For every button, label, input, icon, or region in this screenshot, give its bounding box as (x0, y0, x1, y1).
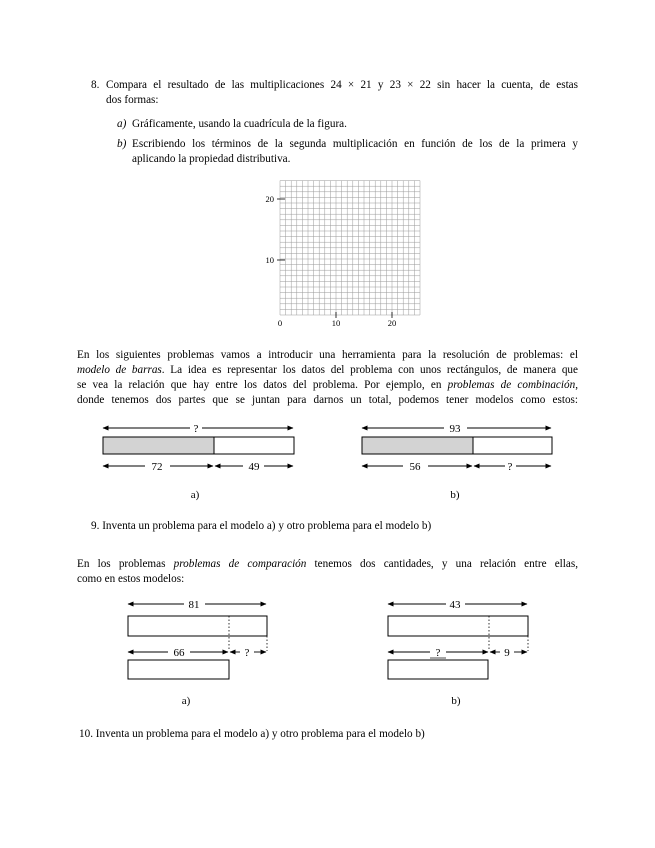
x-tick-label-20: 20 (387, 318, 397, 328)
bars-intro-line-4: donde tenemos dos partes que se juntan para darnos un total, podemos tener modelos como estos: (77, 394, 578, 406)
bars-intro-line-3-a: se vea la relación que hay entre los datos del problema. Por ejemplo, en (77, 379, 448, 391)
bars-intro-line-1: En los siguientes problemas vamos a introducir una herramienta para la resolución de problemas: el (77, 349, 578, 361)
problem-9: 9. Inventa un problema para el modelo a) y otro problema para el modelo b) (91, 520, 432, 532)
caption-b: b) (450, 489, 460, 501)
grid-lines (280, 181, 420, 315)
comparison-intro-line-1-b: tenemos dos cantidades, y una relación entre ellas, (306, 558, 579, 570)
bar-part-2 (473, 437, 552, 454)
problem-8-line-1: Compara el resultado de las multiplicaciones 24 × 21 y 23 × 22 sin hacer la cuenta, de estas (106, 79, 578, 91)
bars-intro-term-combinacion: problemas de combinación (447, 379, 576, 391)
comparison-intro-line-1-a: En los problemas (77, 558, 174, 570)
y-tick-label-10: 10 (265, 255, 274, 265)
bars-intro-line-3-b: , (575, 379, 578, 391)
bar-part-2 (214, 437, 294, 454)
bar-larger (128, 616, 267, 636)
caption-a: a) (190, 489, 200, 501)
total-label: 93 (449, 423, 461, 435)
comparison-model-b (388, 599, 528, 707)
problem-8-number: 8. (91, 79, 100, 91)
problem-10: 10. Inventa un problema para el modelo a) y otro problema para el modelo b) (79, 728, 425, 740)
problem-8-b-label: b) (117, 138, 127, 150)
part-1-label: 56 (409, 461, 421, 473)
problem-8-b-line-2: aplicando la propiedad distributiva. (132, 153, 291, 165)
bottom-label: 66 (173, 647, 185, 659)
combination-model-b (362, 423, 552, 501)
problem-8-b-line-1: Escribiendo los términos de la segunda multiplicación en función de los de la primera y (132, 138, 578, 150)
comparison-model-a (128, 599, 267, 707)
combination-model-a (103, 423, 294, 501)
top-label: 43 (449, 599, 461, 611)
bottom-label: ? (435, 647, 441, 659)
diff-label: 9 (504, 647, 510, 659)
bar-larger (388, 616, 528, 636)
x-tick-label-0: 0 (277, 318, 283, 328)
bar-smaller (128, 660, 229, 679)
top-label: 81 (188, 599, 200, 611)
bar-part-1 (103, 437, 214, 454)
comparison-intro-line-2: como en estos modelos: (77, 573, 185, 585)
problem-8-line-2: dos formas: (106, 94, 159, 106)
bars-intro-line-2-rest: . La idea es representar los datos del problema con unos rectángulos, de manera que (161, 364, 578, 376)
part-2-label: 49 (248, 461, 260, 473)
x-tick-label-10: 10 (331, 318, 341, 328)
total-label: ? (193, 423, 199, 435)
part-1-label: 72 (151, 461, 163, 473)
comparison-intro-term: problemas de comparación (173, 558, 307, 570)
caption-a: a) (181, 695, 191, 707)
grid-figure (266, 181, 421, 328)
bar-part-1 (362, 437, 473, 454)
part-2-label: ? (507, 461, 513, 473)
diff-label: ? (244, 647, 250, 659)
y-tick-label-20: 20 (265, 194, 274, 204)
bars-intro-term-modelo: modelo de barras (77, 364, 162, 376)
problem-8-a-text: Gráficamente, usando la cuadrícula de la figura. (132, 118, 347, 130)
caption-b: b) (451, 695, 461, 707)
problem-8-a-label: a) (117, 118, 127, 130)
bar-smaller (388, 660, 488, 679)
